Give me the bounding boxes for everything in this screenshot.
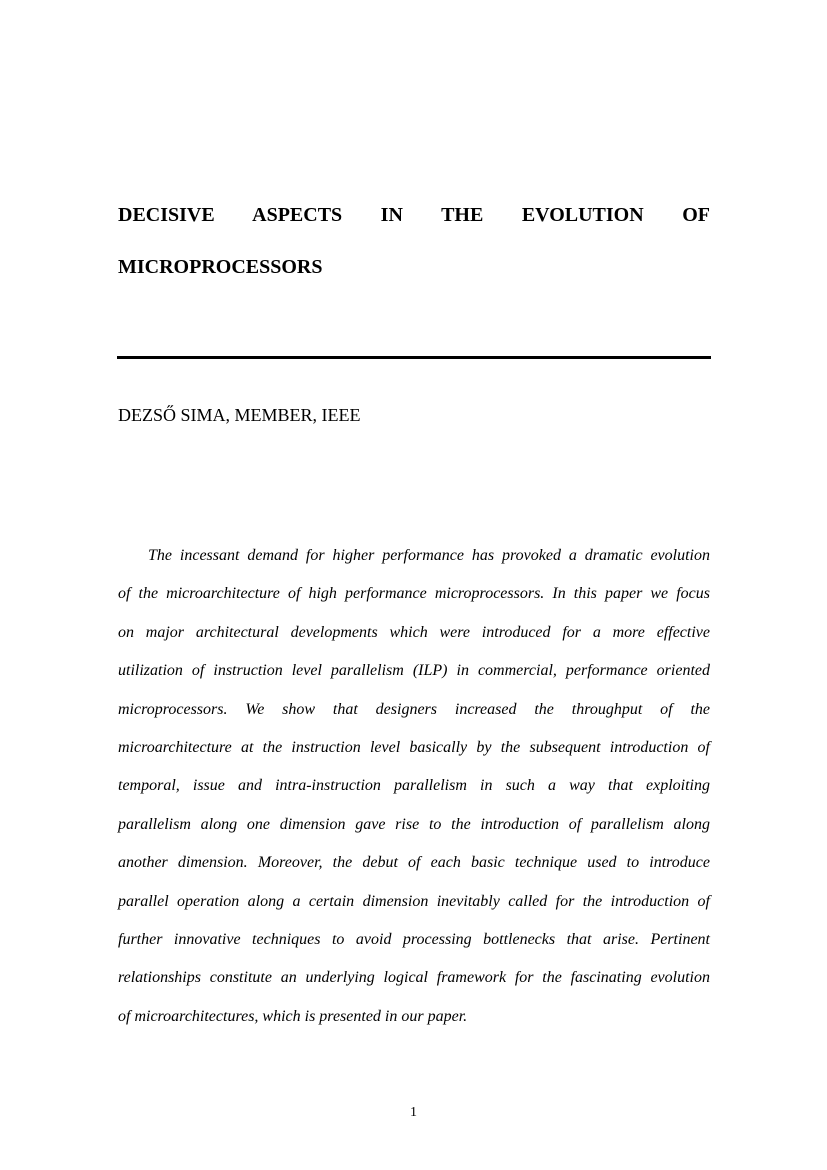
abstract-line: microarchitecture at the instruction level basically by the subsequent introduction of bbox=[118, 738, 710, 756]
abstract-line: microprocessors. We show that designers increased the throughput of the bbox=[118, 700, 710, 718]
abstract-line: The incessant demand for higher performance has provoked a dramatic evolution bbox=[148, 547, 710, 564]
abstract-line: of the microarchitecture of high performance microprocessors. In this paper we focus bbox=[118, 585, 710, 603]
abstract-line: parallel operation along a certain dimension inevitably called for the introduction of bbox=[118, 892, 710, 910]
page-number: 1 bbox=[410, 1105, 417, 1120]
abstract-line: on major architectural developments which were introduced for a more effective bbox=[118, 623, 710, 641]
paper-title-line-1: DECISIVE ASPECTS IN THE EVOLUTION OF bbox=[118, 204, 710, 226]
abstract-line: temporal, issue and intra-instruction parallelism in such a way that exploiting bbox=[118, 777, 710, 795]
title-divider-rule bbox=[117, 356, 711, 359]
abstract bbox=[118, 537, 710, 1036]
abstract-line: of microarchitectures, which is presented in our paper. bbox=[118, 1007, 468, 1025]
abstract-line: utilization of instruction level parallelism (ILP) in commercial, performance oriented bbox=[118, 662, 710, 680]
abstract-line: parallelism along one dimension gave rise to the introduction of parallelism along bbox=[118, 815, 710, 833]
author-line: DEZSŐ SIMA, MEMBER, IEEE bbox=[118, 405, 361, 425]
abstract-line: further innovative techniques to avoid processing bottlenecks that arise. Pertinent bbox=[118, 930, 710, 948]
abstract-line: relationships constitute an underlying logical framework for the fascinating evolution bbox=[118, 969, 710, 987]
paper-title-line-2: MICROPROCESSORS bbox=[118, 256, 323, 278]
abstract-line: another dimension. Moreover, the debut of each basic technique used to introduce bbox=[118, 854, 710, 872]
